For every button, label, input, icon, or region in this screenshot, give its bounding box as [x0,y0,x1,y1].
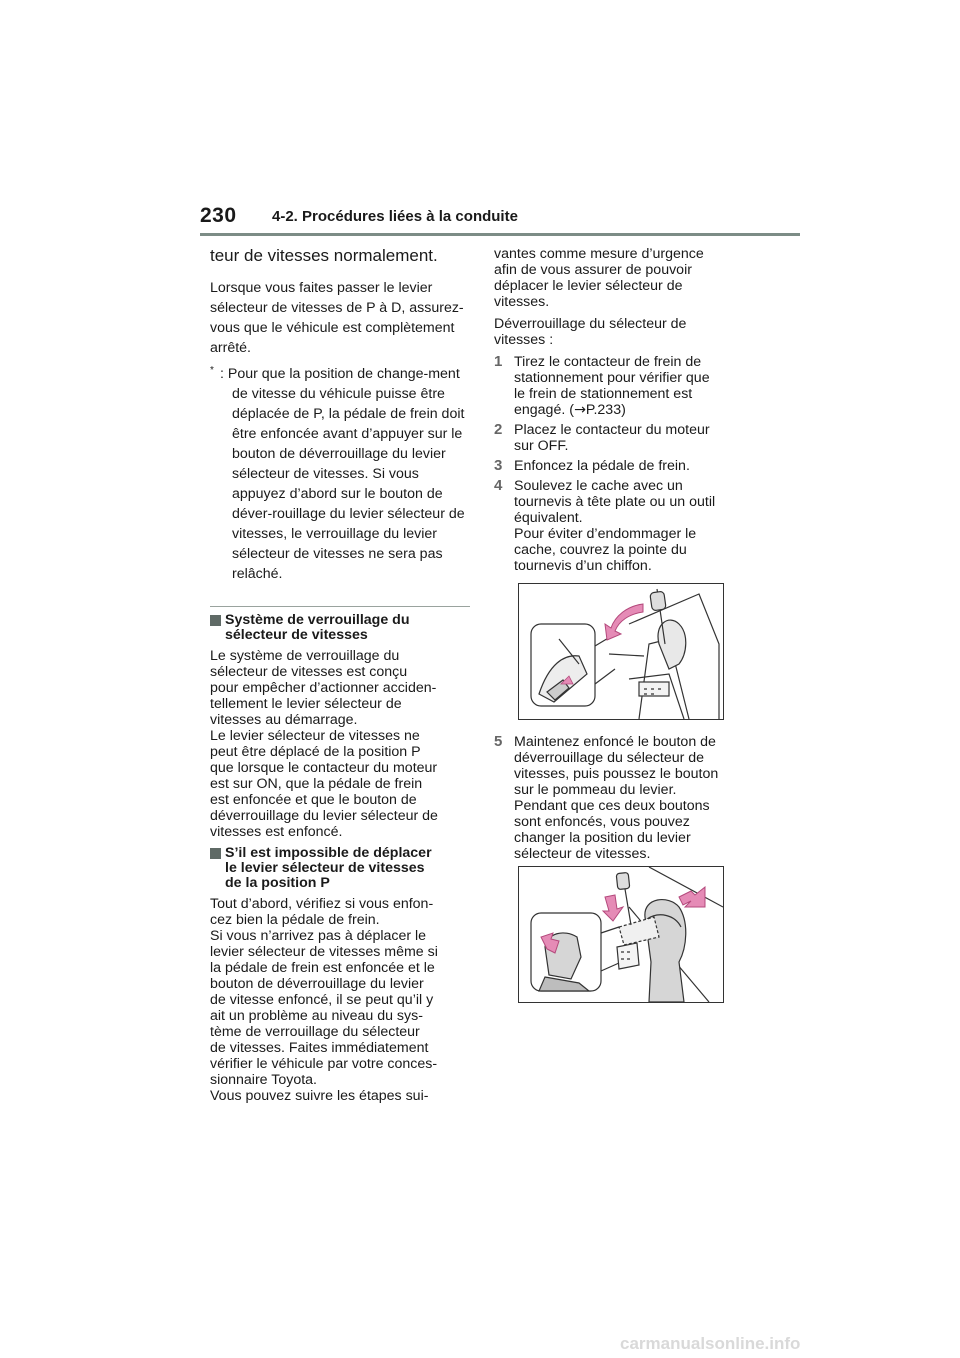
step-text [514,354,754,418]
step-item [494,354,754,418]
step-number: 1 [494,353,503,370]
curved-arrow-icon [605,604,643,640]
paragraph: Tout d’abord, vérifiez si vous enfon- cez bien la pédale de frein. Si vous n’arrivez pas à déplacer le levier sélecteur de vitesses même si la pédale de frein est enfoncée et le bouton de déverrouillage du levier de vitesse enfoncé, il se peut qu’il y ait un problème au niveau du sys- tème de verrouillage du sélecteur de vitesses. Faites immédiatement vérifier le véhicule par votre conces- sionnaire Toyota. Vous pouvez suivre les étapes sui- [210,896,438,1104]
shift-release-drawing [519,867,723,1002]
step-text: Maintenez enfoncé le bouton de déverrouillage du sélecteur de vitesses, puis poussez le bouton sur le pommeau du levier. Pendant que ces deux boutons sont enfoncés, vous pouvez changer la position du levier sélecteur de vitesses. [514,734,719,862]
illustration-press-release-button [518,866,724,1003]
paragraph: Lorsque vous faites passer le levier sélecteur de vitesses de P à D, assurez-vous que le véhicule est complètement arrêté. [210,280,464,356]
footnote-text: : Pour que la position de change-ment de vitesse du véhicule puisse être déplacée de P, la pédale de frein doit être enfoncée avant d’appuyer sur le bouton de déverrouillage du levier sélecteur de vitesses. Si vous appuyez d’abord sur le bouton de déver-rouillage du levier sélecteur de vitesses, le verrouillage du levier sélecteur de vitesses ne sera pas relâché. [220,366,465,582]
right-column [494,246,754,866]
left-column [210,246,470,1110]
arrow-right-icon: → [573,402,586,418]
step-number: 3 [494,457,503,474]
step-item [494,422,754,454]
watermark: carmanualsonline.info [620,1334,801,1353]
arrow-down-icon [603,895,623,921]
step-number: 2 [494,421,503,438]
paragraph: Déverrouillage du sélecteur de vitesses : [494,316,687,348]
shift-lever-cover-drawing [519,584,723,719]
header-rule [200,233,800,236]
page-number: 230 [200,204,237,227]
footnote [210,364,470,584]
paragraph: vantes comme mesure d’urgence afin de vous assurer de pouvoir déplacer le levier sélecteur de vitesses. [494,246,704,310]
section-title: 4-2. Procédures liées à la conduite [272,208,518,225]
step-number: 4 [494,477,503,494]
subheading-shift-lock [210,613,470,643]
footnote-mark: * [210,365,214,376]
page-reference[interactable]: P.233) [585,402,626,418]
step-text: Enfoncez la pédale de frein. [514,458,690,474]
step-text: Soulevez le cache avec un tournevis à tête plate ou un outil équivalent. Pour éviter d’endommager le cache, couvrez la pointe du tournevis d’un chiffon. [514,478,716,574]
step-item [494,734,754,862]
step-text: Placez le contacteur du moteur sur OFF. [514,422,710,454]
step-item [494,458,754,474]
page-header [200,204,800,236]
illustration-remove-cover [518,583,724,720]
square-bullet-icon [210,848,221,859]
step-item [494,478,754,574]
step-text-main: Tirez le contacteur de frein de stationnement pour vérifier que le frein de stationnement est engagé. ( [514,354,710,418]
section-divider [210,606,470,607]
subheading-text: S’il est impossible de déplacer le levier sélecteur de vitesses de la position P [225,845,432,891]
paragraph: Le système de verrouillage du sélecteur de vitesses est conçu pour empêcher d’actionner acciden- tellement le levier sélecteur de vitesses au démarrage. Le levier sélecteur de vitesses ne peut être déplacé de la position P que lorsque le contacteur du moteur est sur ON, que la pédale de frein est enfoncée et que le bouton de déverrouillage du levier sélecteur de vitesses est enfoncé. [210,648,438,840]
lead-text: teur de vitesses normalement. [210,246,438,265]
subheading-text: Système de verrouillage du sélecteur de vitesses [225,612,410,643]
square-bullet-icon [210,615,221,626]
step-number: 5 [494,733,503,750]
subheading-cannot-shift [210,846,470,891]
